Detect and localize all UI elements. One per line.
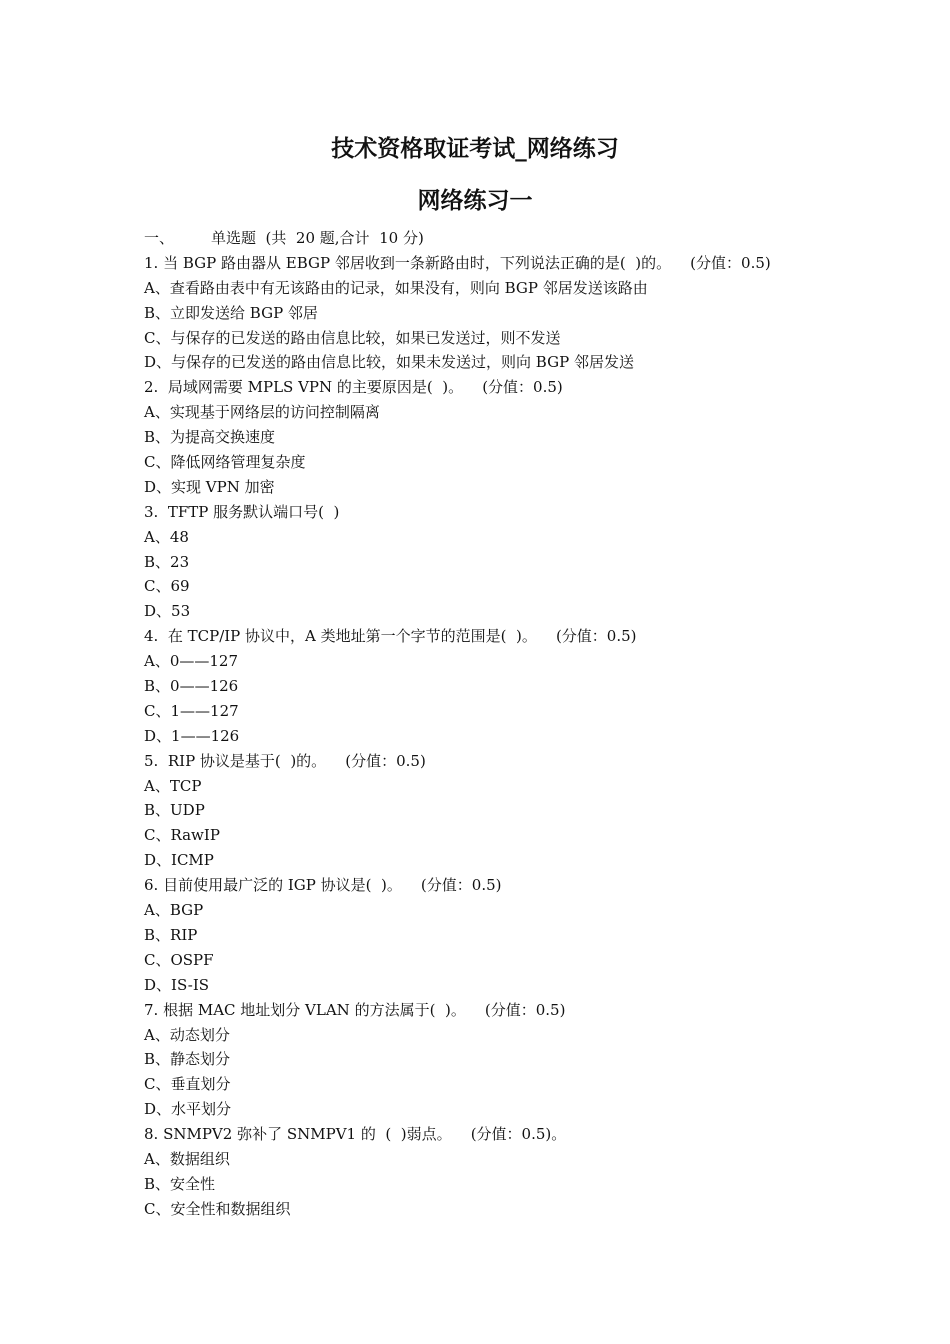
section-number: 一、 (144, 229, 175, 247)
section-label: 单选题 (共 20 题,合计 10 分) (211, 229, 424, 247)
answer-option: D、IS-IS (144, 975, 210, 994)
answer-option: D、水平划分 (144, 1100, 232, 1119)
answer-option: B、RIP (144, 925, 198, 944)
answer-option: C、1——127 (144, 701, 239, 720)
question-text: 1. 当 BGP 路由器从 EBGP 邻居收到一条新路由时，下列说法正确的是( )的。 (分值：0.5) (144, 253, 771, 272)
answer-option: A、BGP (144, 901, 204, 920)
question-text: 4. 在 TCP/IP 协议中，A 类地址第一个字节的范围是( )。 (分值：0.5) (144, 627, 637, 646)
question-text: 2. 局域网需要 MPLS VPN 的主要原因是( )。 (分值：0.5) (144, 378, 563, 397)
question-list (144, 226, 844, 1222)
question-text: 5. RIP 协议是基于( )的。 (分值：0.5) (144, 751, 426, 770)
answer-option: D、1——126 (144, 726, 240, 745)
document-subtitle: 网络练习一 (417, 187, 533, 214)
answer-option: A、实现基于网络层的访问控制隔离 (144, 403, 380, 422)
answer-option: D、53 (144, 602, 191, 621)
answer-option: C、降低网络管理复杂度 (144, 453, 306, 472)
answer-option: A、48 (144, 527, 189, 546)
document-title: 技术资格取证考试_网络练习 (331, 135, 619, 162)
answer-option: B、立即发送给 BGP 邻居 (144, 303, 318, 322)
answer-option: D、与保存的已发送的路由信息比较，如果未发送过，则向 BGP 邻居发送 (144, 353, 634, 372)
answer-option: A、0——127 (144, 652, 239, 671)
answer-option: B、安全性 (144, 1174, 216, 1193)
answer-option: B、为提高交换速度 (144, 428, 276, 447)
question-lines (144, 251, 844, 1222)
question-text: 8. SNMPV2 弥补了 SNMPV1 的 ( )弱点。 (分值：0.5)。 (144, 1125, 567, 1144)
answer-option: C、69 (144, 577, 190, 596)
question-text: 6. 目前使用最广泛的 IGP 协议是( )。 (分值：0.5) (144, 876, 502, 895)
answer-option: D、实现 VPN 加密 (144, 477, 275, 496)
question-text: 7. 根据 MAC 地址划分 VLAN 的方法属于( )。 (分值：0.5) (144, 1000, 566, 1019)
answer-option: C、垂直划分 (144, 1075, 231, 1094)
answer-option: B、UDP (144, 801, 205, 820)
answer-option: C、与保存的已发送的路由信息比较，如果已发送过，则不发送 (144, 328, 561, 347)
answer-option: B、23 (144, 552, 190, 571)
answer-option: B、0——126 (144, 677, 239, 696)
answer-option: C、RawIP (144, 826, 220, 845)
answer-option: C、安全性和数据组织 (144, 1199, 291, 1218)
answer-option: A、查看路由表中有无该路由的记录，如果没有，则向 BGP 邻居发送该路由 (144, 278, 648, 297)
answer-option: C、OSPF (144, 950, 214, 969)
answer-option: A、动态划分 (144, 1025, 230, 1044)
question-text: 3. TFTP 服务默认端口号( ) (144, 502, 340, 521)
answer-option: D、ICMP (144, 851, 214, 870)
answer-option: B、静态划分 (144, 1050, 231, 1069)
answer-option: A、数据组织 (144, 1149, 230, 1168)
answer-option: A、TCP (144, 776, 202, 795)
section-heading (144, 226, 844, 251)
